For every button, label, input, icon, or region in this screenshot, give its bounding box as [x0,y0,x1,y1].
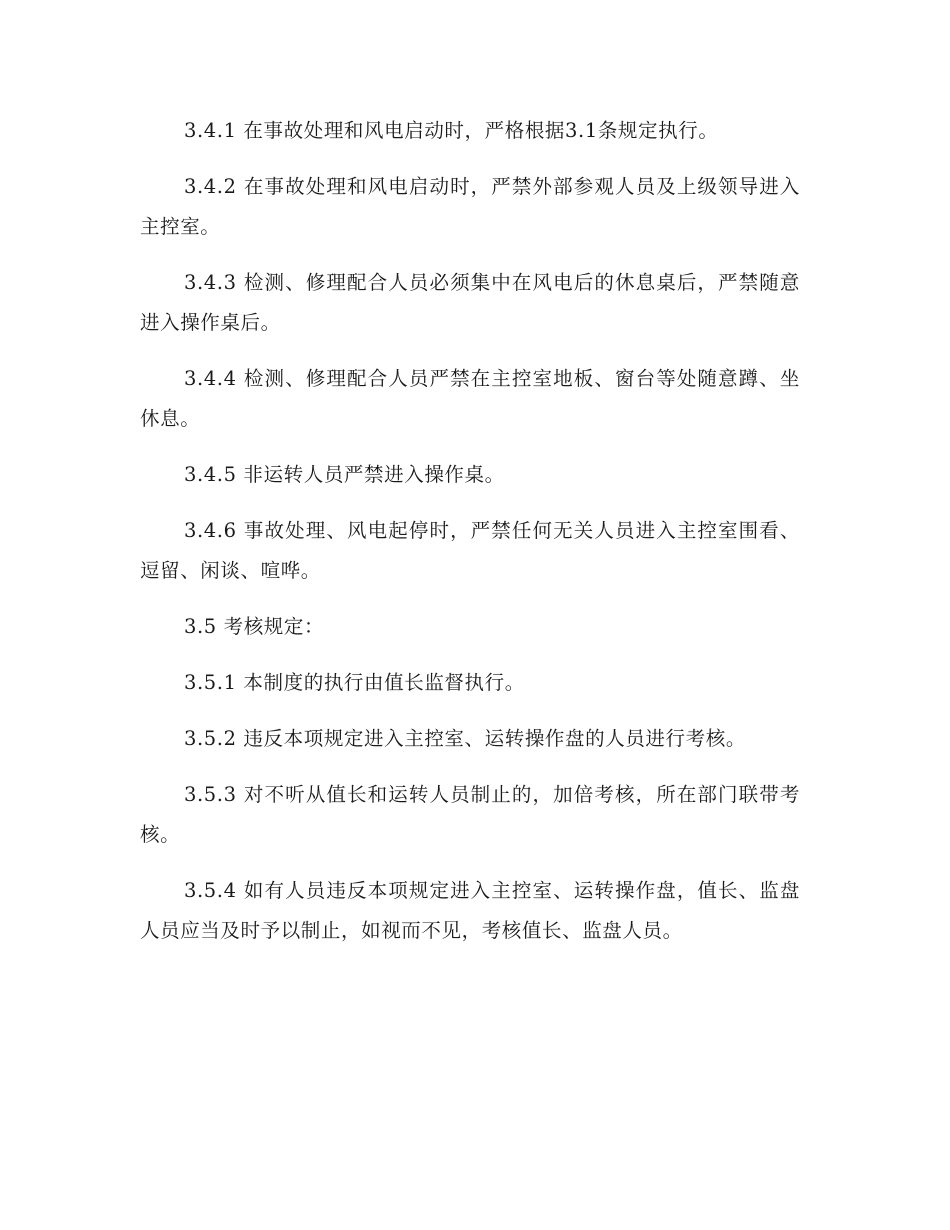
paragraph-3-5-2: 3.5.2 违反本项规定进入主控室、运转操作盘的人员进行考核。 [184,727,746,750]
paragraph-3-4-1: 3.4.1 在事故处理和风电启动时，严格根据3.1条规定执行。 [184,119,719,142]
document-body [140,111,800,967]
section-heading-3-5: 3.5 考核规定： [184,615,325,638]
paragraph-3-4-6: 3.4.6 事故处理、风电起停时，严禁任何无关人员进入主控室围看、逗留、闲谈、喧哗。 [140,519,800,582]
paragraph-3-4-3: 3.4.3 检测、修理配合人员必须集中在风电后的休息桌后，严禁随意进入操作桌后。 [140,271,800,334]
paragraph-3-4-5: 3.4.5 非运转人员严禁进入操作桌。 [184,463,505,486]
paragraph-3-4-4: 3.4.4 检测、修理配合人员严禁在主控室地板、窗台等处随意蹲、坐休息。 [140,367,800,430]
paragraph-3-4-2: 3.4.2 在事故处理和风电启动时，严禁外部参观人员及上级领导进入主控室。 [140,175,800,238]
paragraph-3-5-4: 3.5.4 如有人员违反本项规定进入主控室、运转操作盘，值长、监盘人员应当及时予以制止，如视而不见，考核值长、监盘人员。 [140,879,800,942]
paragraph-3-5-1: 3.5.1 本制度的执行由值长监督执行。 [184,671,525,694]
paragraph-3-5-3: 3.5.3 对不听从值长和运转人员制止的，加倍考核，所在部门联带考核。 [140,783,800,846]
